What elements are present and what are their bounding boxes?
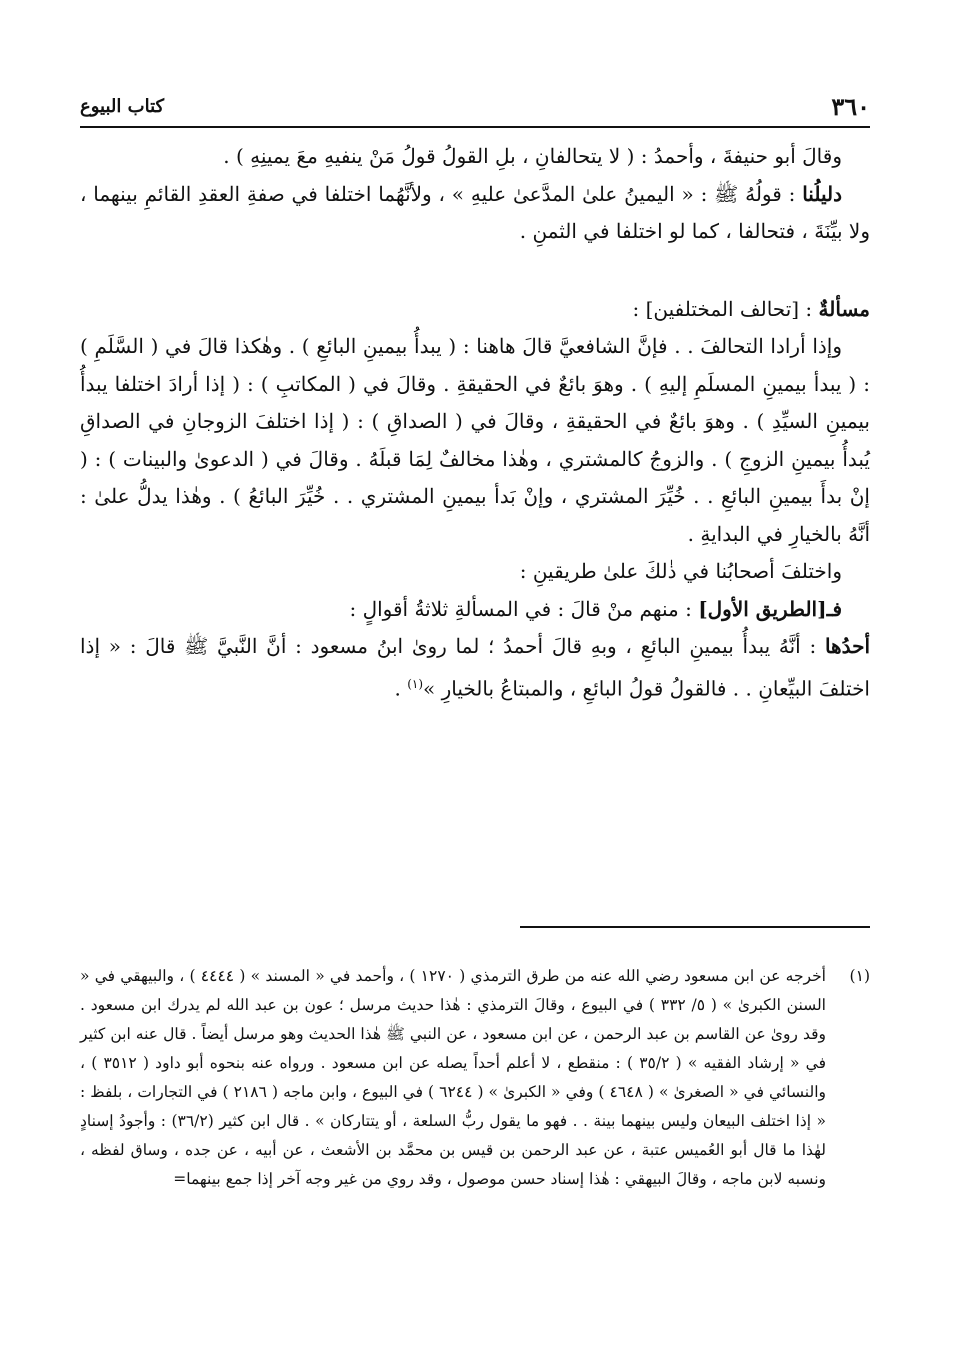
footnote-number: (١) xyxy=(849,967,870,985)
evidence-heading: دليلُنا xyxy=(802,181,842,206)
first-opinion-heading: أحدُها xyxy=(824,634,870,658)
paragraph-two-paths: واختلفَ أصحابُنا في ذٰلكَ علىٰ طريقينِ : xyxy=(519,559,842,583)
first-path-heading: [الطريق الأول] xyxy=(698,596,827,621)
issue-heading xyxy=(80,291,870,329)
header-rule xyxy=(80,126,870,128)
running-title: كتاب البيوع xyxy=(80,96,165,117)
paragraph-first-path: فـ[الطريق الأول] : منهم منْ قالَ : في المسألةِ ثلاثةُ أقوالٍ : xyxy=(349,596,842,621)
footnote-text: أخرجه عن ابن مسعود رضي الله عنه من طرق الترمذي ( ١٢٧٠ ) ، وأحمد في « المسند » ( ٤٤٤٤ ) ، والبيهقي في « السنن الكبرىٰ » ( ٥/ ٣٣٢ ) في البيوع ، وقالَ الترمذي : هٰذا حديث مرسل ؛ عون بن عبد الله لم يدرك ابن مسعود . وقد روىٰ عن القاسم بن عبد الرحمن ، عن ابن مسعود ، عن النبي ﷺ هٰذا الحديث وهو مرسل أيضاً . قال عنه ابن كثير في « إرشاد الفقيه » ( ٣٥/٢ ) : منقطع ، لا أعلم أحداً يصله عن ابن مسعود . ورواه عنه بنحوه أبو داود ( ٣٥١٢ ) ، والنسائي في « الصغرىٰ » ( ٤٦٤٨ ) وفي « الكبرىٰ » ( ٦٢٤٤ ) في البيوع ، وابن ماجه ( ٢١٨٦ ) في التجارات ، بلفظ : « إذا اختلف البيعان وليس بينهما بينة . . فهو ما يقول ربُّ السلعة ، أو يتتاركان » . قال ابن كثير (٣٦/٢) : وأجودُ إسنادٍ لهٰذا ما قال أبو العُميس عتبة ، عن عبد الرحمن بن قيس بن محمَّد بن الأشعث ، عن أبيه ، عن جده ، وساق لفظه ، ونسبه لابن ماجه ، وقالَ البيهقي : هٰذا إسناد حسن موصول ، وقد روي من غير وجه آخر إذا جمع بينهما= xyxy=(80,967,827,1188)
section-gap xyxy=(80,251,870,291)
footnote-item xyxy=(80,962,870,1194)
paragraph-oath-order: وإذا أرادا التحالفَ . . فإنَّ الشافعيَّ قالَ هاهنا : ( يبدأُ بيمينِ البائعِ ) . وهٰكذا قالَ في ( السَّلَمِ ) : ( يبدأ بيمينِ المسلَمِ إليهِ ) . وهوَ بائعٌ في الحقيقةِ . وقالَ في ( المكاتبِ ) : ( إذا أرادَ اختلفا يبدأُ بيمينِ السيِّدِ ) . وهوَ بائعٌ في الحقيقةِ ، وقالَ في ( الصداقِ ) : ( إذا اختلفَ الزوجانِ في الصداقِ يُبدأُ بيمينِ الزوجِ ) . والزوجُ كالمشتري ، وهٰذا مخالفٌ لِمَا قبلَهُ . وقالَ في ( الدعوىٰ والبينات ) : ( إنْ بدأَ بيمينِ البائعِ . . خُيِّرَ المشتري ، وإنْ بَدأ بيمينِ المشتري . . خُيِّرَ البائعُ ) . وهٰذا يدلُّ علىٰ : أنَّهُ بالخيارِ في البدايةِ . xyxy=(80,334,870,546)
issue-label: مسألةٌ xyxy=(818,296,870,321)
footnote-marker: (١) xyxy=(407,676,424,691)
paragraph-first-opinion: أحدُها : أنَّهُ يبدأُ بيمينِ البائعِ ، وبهِ قالَ أحمدُ ؛ لما روىٰ ابنُ مسعود : أنَّ النَّبيَّ ﷺ قالَ : « إذا اختلفَ البيِّعانِ . . فالقولُ قولُ البائعِ ، والمبتاعُ بالخيارِ »$^{(١)}$ . xyxy=(80,634,870,701)
footnote-separator xyxy=(520,926,870,928)
footnotes-section xyxy=(80,962,870,1194)
page-header xyxy=(80,92,870,126)
main-text xyxy=(80,138,870,708)
paragraph-evidence: دليلُنا : قولُهُ ﷺ : « اليمينُ علىٰ المدَّعىٰ عليهِ » ، ولأنَّهُما اختلفا في صفةِ العقدِ القائمِ بينهما ، ولا بيِّنَةَ ، فتحالفا ، كما لو اختلفا في الثمنِ . xyxy=(80,181,870,243)
issue-title: : [تحالف المختلفين] : xyxy=(632,296,819,321)
paragraph-opinions: وقالَ أبو حنيفةَ ، وأحمدُ : ( لا يتحالفانِ ، بلِ القولُ قولُ مَنْ ينفيهِ معَ يمينِهِ ) . xyxy=(223,144,842,168)
page-number: ٣٦٠ xyxy=(831,92,870,121)
